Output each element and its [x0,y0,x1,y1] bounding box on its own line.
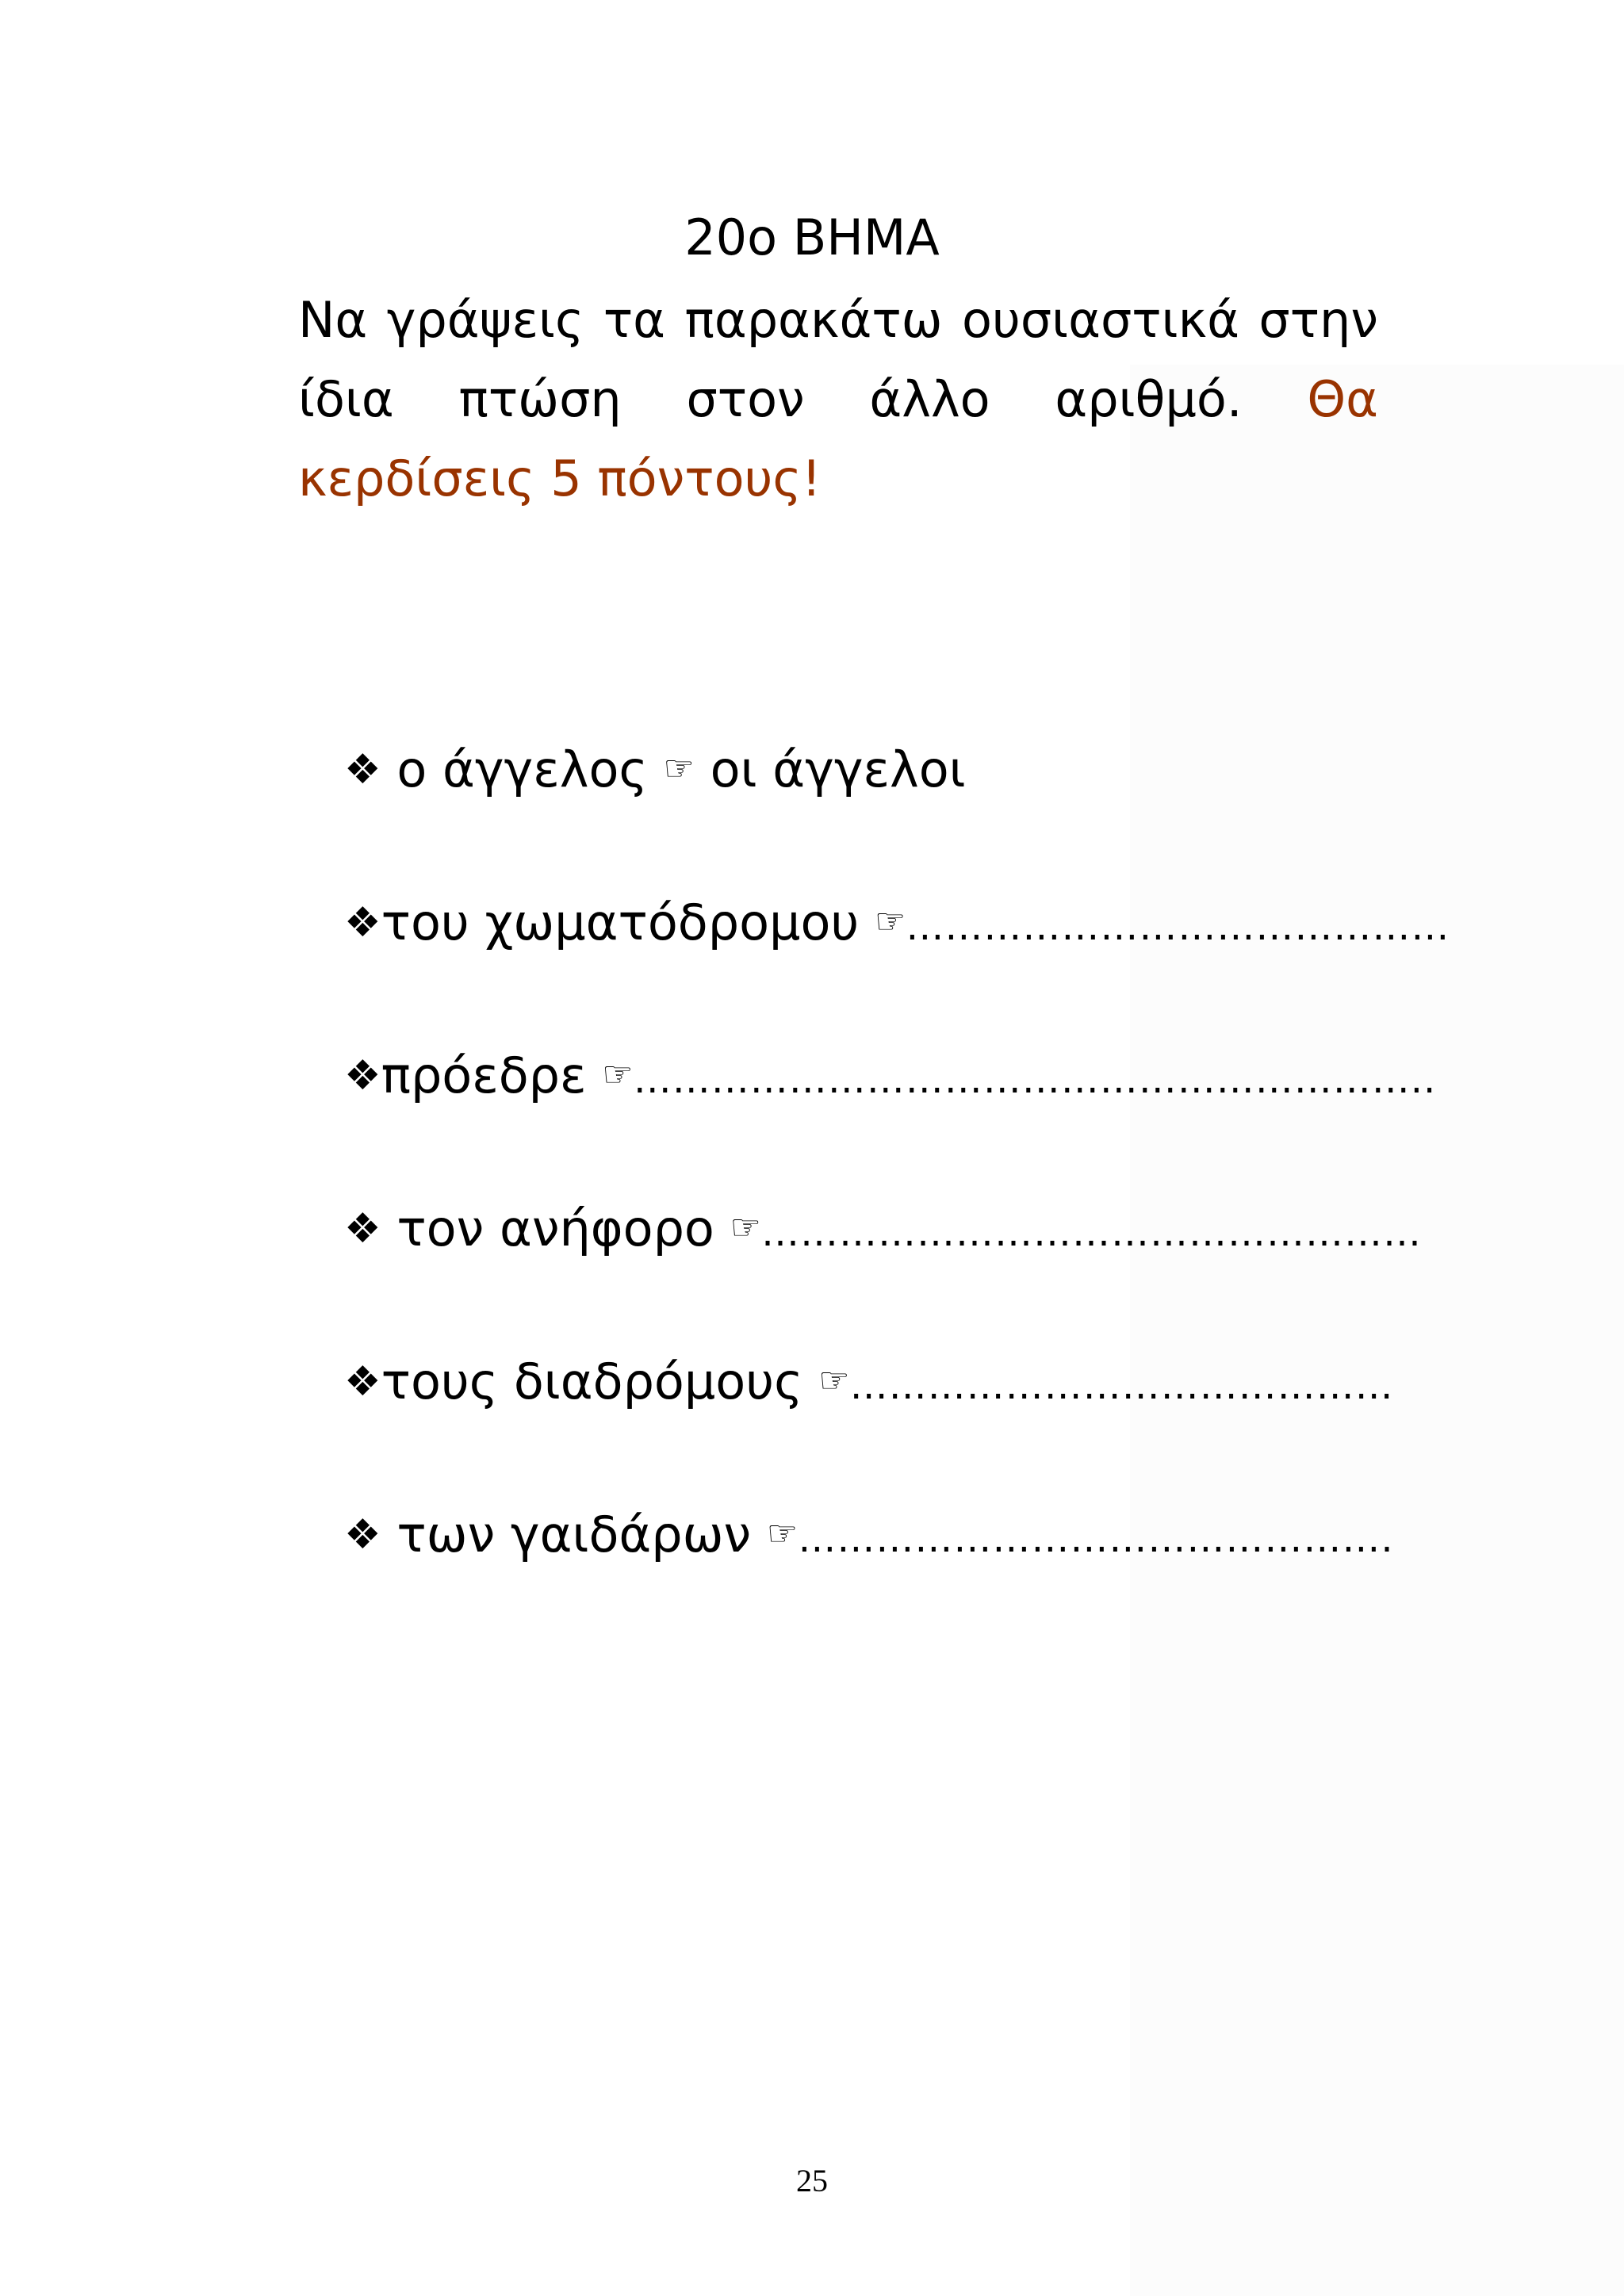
page-number: 25 [796,2163,828,2198]
item-word: πρόεδρε [381,1047,587,1104]
list-item [344,1494,1394,1578]
item-word: τον ανήφορο [396,1200,714,1257]
list-item [344,1341,1394,1425]
reward-text: Θα κερδίσεις 5 πόντους! [298,370,1378,507]
pointing-hand-icon: ☞ [730,1207,762,1248]
answer-blank[interactable]: …………………………………… [849,1364,1394,1408]
list-item [344,1035,1436,1119]
step-heading: 20ο ΒΗΜΑ [684,209,940,266]
bullet-icon: ❖ [344,899,381,947]
answer-blank[interactable]: …………………………………………… [761,1211,1423,1255]
bullet-icon: ❖ [344,1511,381,1559]
bullet-icon: ❖ [344,1205,381,1253]
answer-blank[interactable]: …………………………………………………….. [633,1058,1437,1102]
answer-blank[interactable]: ………………………………………. [798,1517,1394,1561]
pointing-hand-icon: ☞ [663,748,695,789]
item-word: των γαιδάρων [396,1506,752,1563]
instructions-text: Να γράψεις τα παρακάτω ουσιαστικά στην ίδια πτώση στον άλλο αριθμό. [298,291,1378,428]
list-item [344,1188,1422,1272]
bullet-icon: ❖ [344,1052,381,1100]
item-word: ο άγγελος [396,740,648,798]
answer-blank[interactable]: …………………………………… [906,905,1450,949]
item-word: του χωματόδρομου [381,894,860,951]
pointing-hand-icon: ☞ [874,901,906,942]
item-answer: οι άγγελοι [710,740,966,798]
bullet-icon: ❖ [344,746,381,794]
instructions [298,281,1378,519]
pointing-hand-icon: ☞ [766,1513,799,1554]
page-shade [1130,365,1624,2296]
pointing-hand-icon: ☞ [818,1360,850,1401]
item-word: τους διαδρόμους [381,1353,803,1410]
bullet-icon: ❖ [344,1358,381,1406]
list-item [344,729,966,809]
pointing-hand-icon: ☞ [602,1054,634,1095]
list-item [344,882,1450,966]
